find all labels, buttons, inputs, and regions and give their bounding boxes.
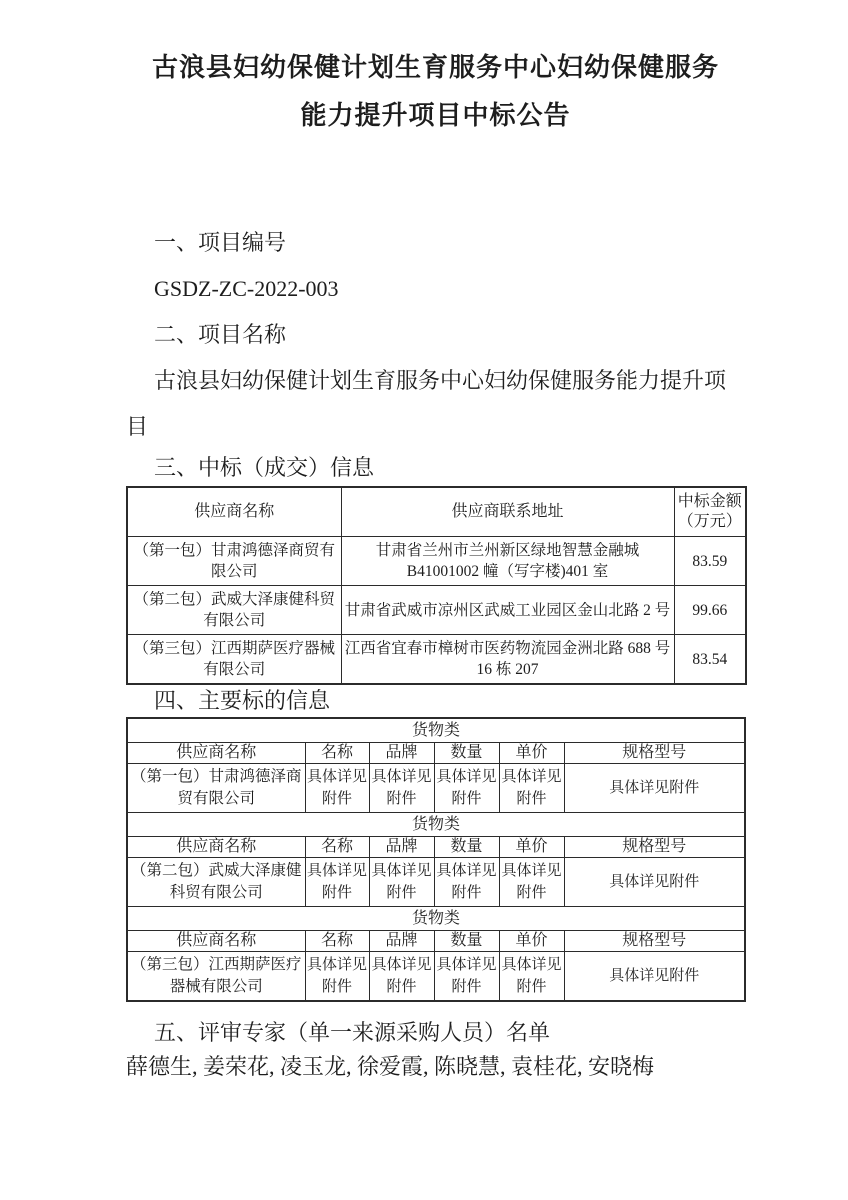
subject-col-model: 规格型号 xyxy=(564,743,745,764)
subject-cell-name: 具体详见附件 xyxy=(305,764,369,813)
subject-col-model: 规格型号 xyxy=(564,837,745,858)
award-col-amount: 中标金额（万元） xyxy=(674,487,746,537)
subject-col-supplier: 供应商名称 xyxy=(127,931,305,952)
subject-col-name: 名称 xyxy=(305,931,369,952)
award-cell-address: 甘肃省武威市凉州区武威工业园区金山北路 2 号 xyxy=(341,586,674,635)
subject-header-row xyxy=(127,743,745,764)
award-cell-supplier: （第三包）江西期萨医疗器械有限公司 xyxy=(127,635,341,685)
subject-col-price: 单价 xyxy=(499,743,564,764)
subject-table xyxy=(126,717,746,1002)
subject-col-supplier: 供应商名称 xyxy=(127,743,305,764)
subject-cell-price: 具体详见附件 xyxy=(499,952,564,1002)
subject-cell-supplier: （第一包）甘肃鸿德泽商贸有限公司 xyxy=(127,764,305,813)
project-name-value: 古浪县妇幼保健计划生育服务中心妇幼保健服务能力提升项目 xyxy=(126,368,727,439)
subject-col-name: 名称 xyxy=(305,743,369,764)
subject-cell-supplier: （第二包）武威大泽康健科贸有限公司 xyxy=(127,858,305,907)
page-title-line-2: 能力提升项目中标公告 xyxy=(300,101,571,130)
subject-col-quantity: 数量 xyxy=(434,931,499,952)
subject-category-row xyxy=(127,718,745,743)
subject-col-brand: 品牌 xyxy=(369,837,434,858)
subject-header-row xyxy=(127,837,745,858)
award-row xyxy=(127,537,746,586)
subject-cell-price: 具体详见附件 xyxy=(499,858,564,907)
award-cell-address: 江西省宜春市樟树市医药物流园金洲北路 688 号 16 栋 207 xyxy=(341,635,674,685)
subject-category-row xyxy=(127,907,745,931)
section-heading-award-info: 三、中标（成交）信息 xyxy=(154,455,375,480)
section-heading-project-number: 一、项目编号 xyxy=(154,230,287,255)
project-number-value: GSDZ-ZC-2022-003 xyxy=(154,276,339,301)
section-heading-project-name: 二、项目名称 xyxy=(154,322,287,347)
subject-col-supplier: 供应商名称 xyxy=(127,837,305,858)
award-cell-supplier: （第一包）甘肃鸿德泽商贸有限公司 xyxy=(127,537,341,586)
subject-data-row xyxy=(127,952,745,1002)
subject-category-label: 货物类 xyxy=(127,907,745,931)
subject-col-model: 规格型号 xyxy=(564,931,745,952)
award-cell-amount: 83.59 xyxy=(674,537,746,586)
experts-list: 薛德生, 姜荣花, 凌玉龙, 徐爱霞, 陈晓慧, 袁桂花, 安晓梅 xyxy=(126,1054,655,1079)
award-col-address: 供应商联系地址 xyxy=(341,487,674,537)
page-title-line-1: 古浪县妇幼保健计划生育服务中心妇幼保健服务 xyxy=(151,53,719,82)
subject-cell-model: 具体详见附件 xyxy=(564,952,745,1002)
award-row xyxy=(127,635,746,685)
page-title xyxy=(126,44,745,140)
award-header-row xyxy=(127,487,746,537)
subject-col-quantity: 数量 xyxy=(434,837,499,858)
subject-category-label: 货物类 xyxy=(127,718,745,743)
subject-cell-price: 具体详见附件 xyxy=(499,764,564,813)
subject-data-row xyxy=(127,858,745,907)
subject-header-row xyxy=(127,931,745,952)
award-cell-amount: 99.66 xyxy=(674,586,746,635)
award-cell-address: 甘肃省兰州市兰州新区绿地智慧金融城 B41001002 幢（写字楼)401 室 xyxy=(341,537,674,586)
subject-col-brand: 品牌 xyxy=(369,931,434,952)
section-heading-experts: 五、评审专家（单一来源采购人员）名单 xyxy=(154,1020,551,1045)
subject-col-price: 单价 xyxy=(499,931,564,952)
subject-col-price: 单价 xyxy=(499,837,564,858)
subject-cell-model: 具体详见附件 xyxy=(564,764,745,813)
award-cell-amount: 83.54 xyxy=(674,635,746,685)
subject-cell-brand: 具体详见附件 xyxy=(369,858,434,907)
subject-category-row xyxy=(127,813,745,837)
award-cell-supplier: （第二包）武威大泽康健科贸有限公司 xyxy=(127,586,341,635)
award-table xyxy=(126,486,747,685)
subject-cell-quantity: 具体详见附件 xyxy=(434,764,499,813)
subject-cell-quantity: 具体详见附件 xyxy=(434,858,499,907)
subject-cell-model: 具体详见附件 xyxy=(564,858,745,907)
award-col-supplier: 供应商名称 xyxy=(127,487,341,537)
subject-cell-quantity: 具体详见附件 xyxy=(434,952,499,1002)
subject-col-name: 名称 xyxy=(305,837,369,858)
section-heading-subject-info: 四、主要标的信息 xyxy=(154,688,331,713)
award-row xyxy=(127,586,746,635)
subject-category-label: 货物类 xyxy=(127,813,745,837)
subject-cell-brand: 具体详见附件 xyxy=(369,764,434,813)
subject-cell-name: 具体详见附件 xyxy=(305,952,369,1002)
subject-cell-name: 具体详见附件 xyxy=(305,858,369,907)
subject-cell-supplier: （第三包）江西期萨医疗器械有限公司 xyxy=(127,952,305,1002)
subject-cell-brand: 具体详见附件 xyxy=(369,952,434,1002)
subject-data-row xyxy=(127,764,745,813)
subject-col-quantity: 数量 xyxy=(434,743,499,764)
subject-col-brand: 品牌 xyxy=(369,743,434,764)
